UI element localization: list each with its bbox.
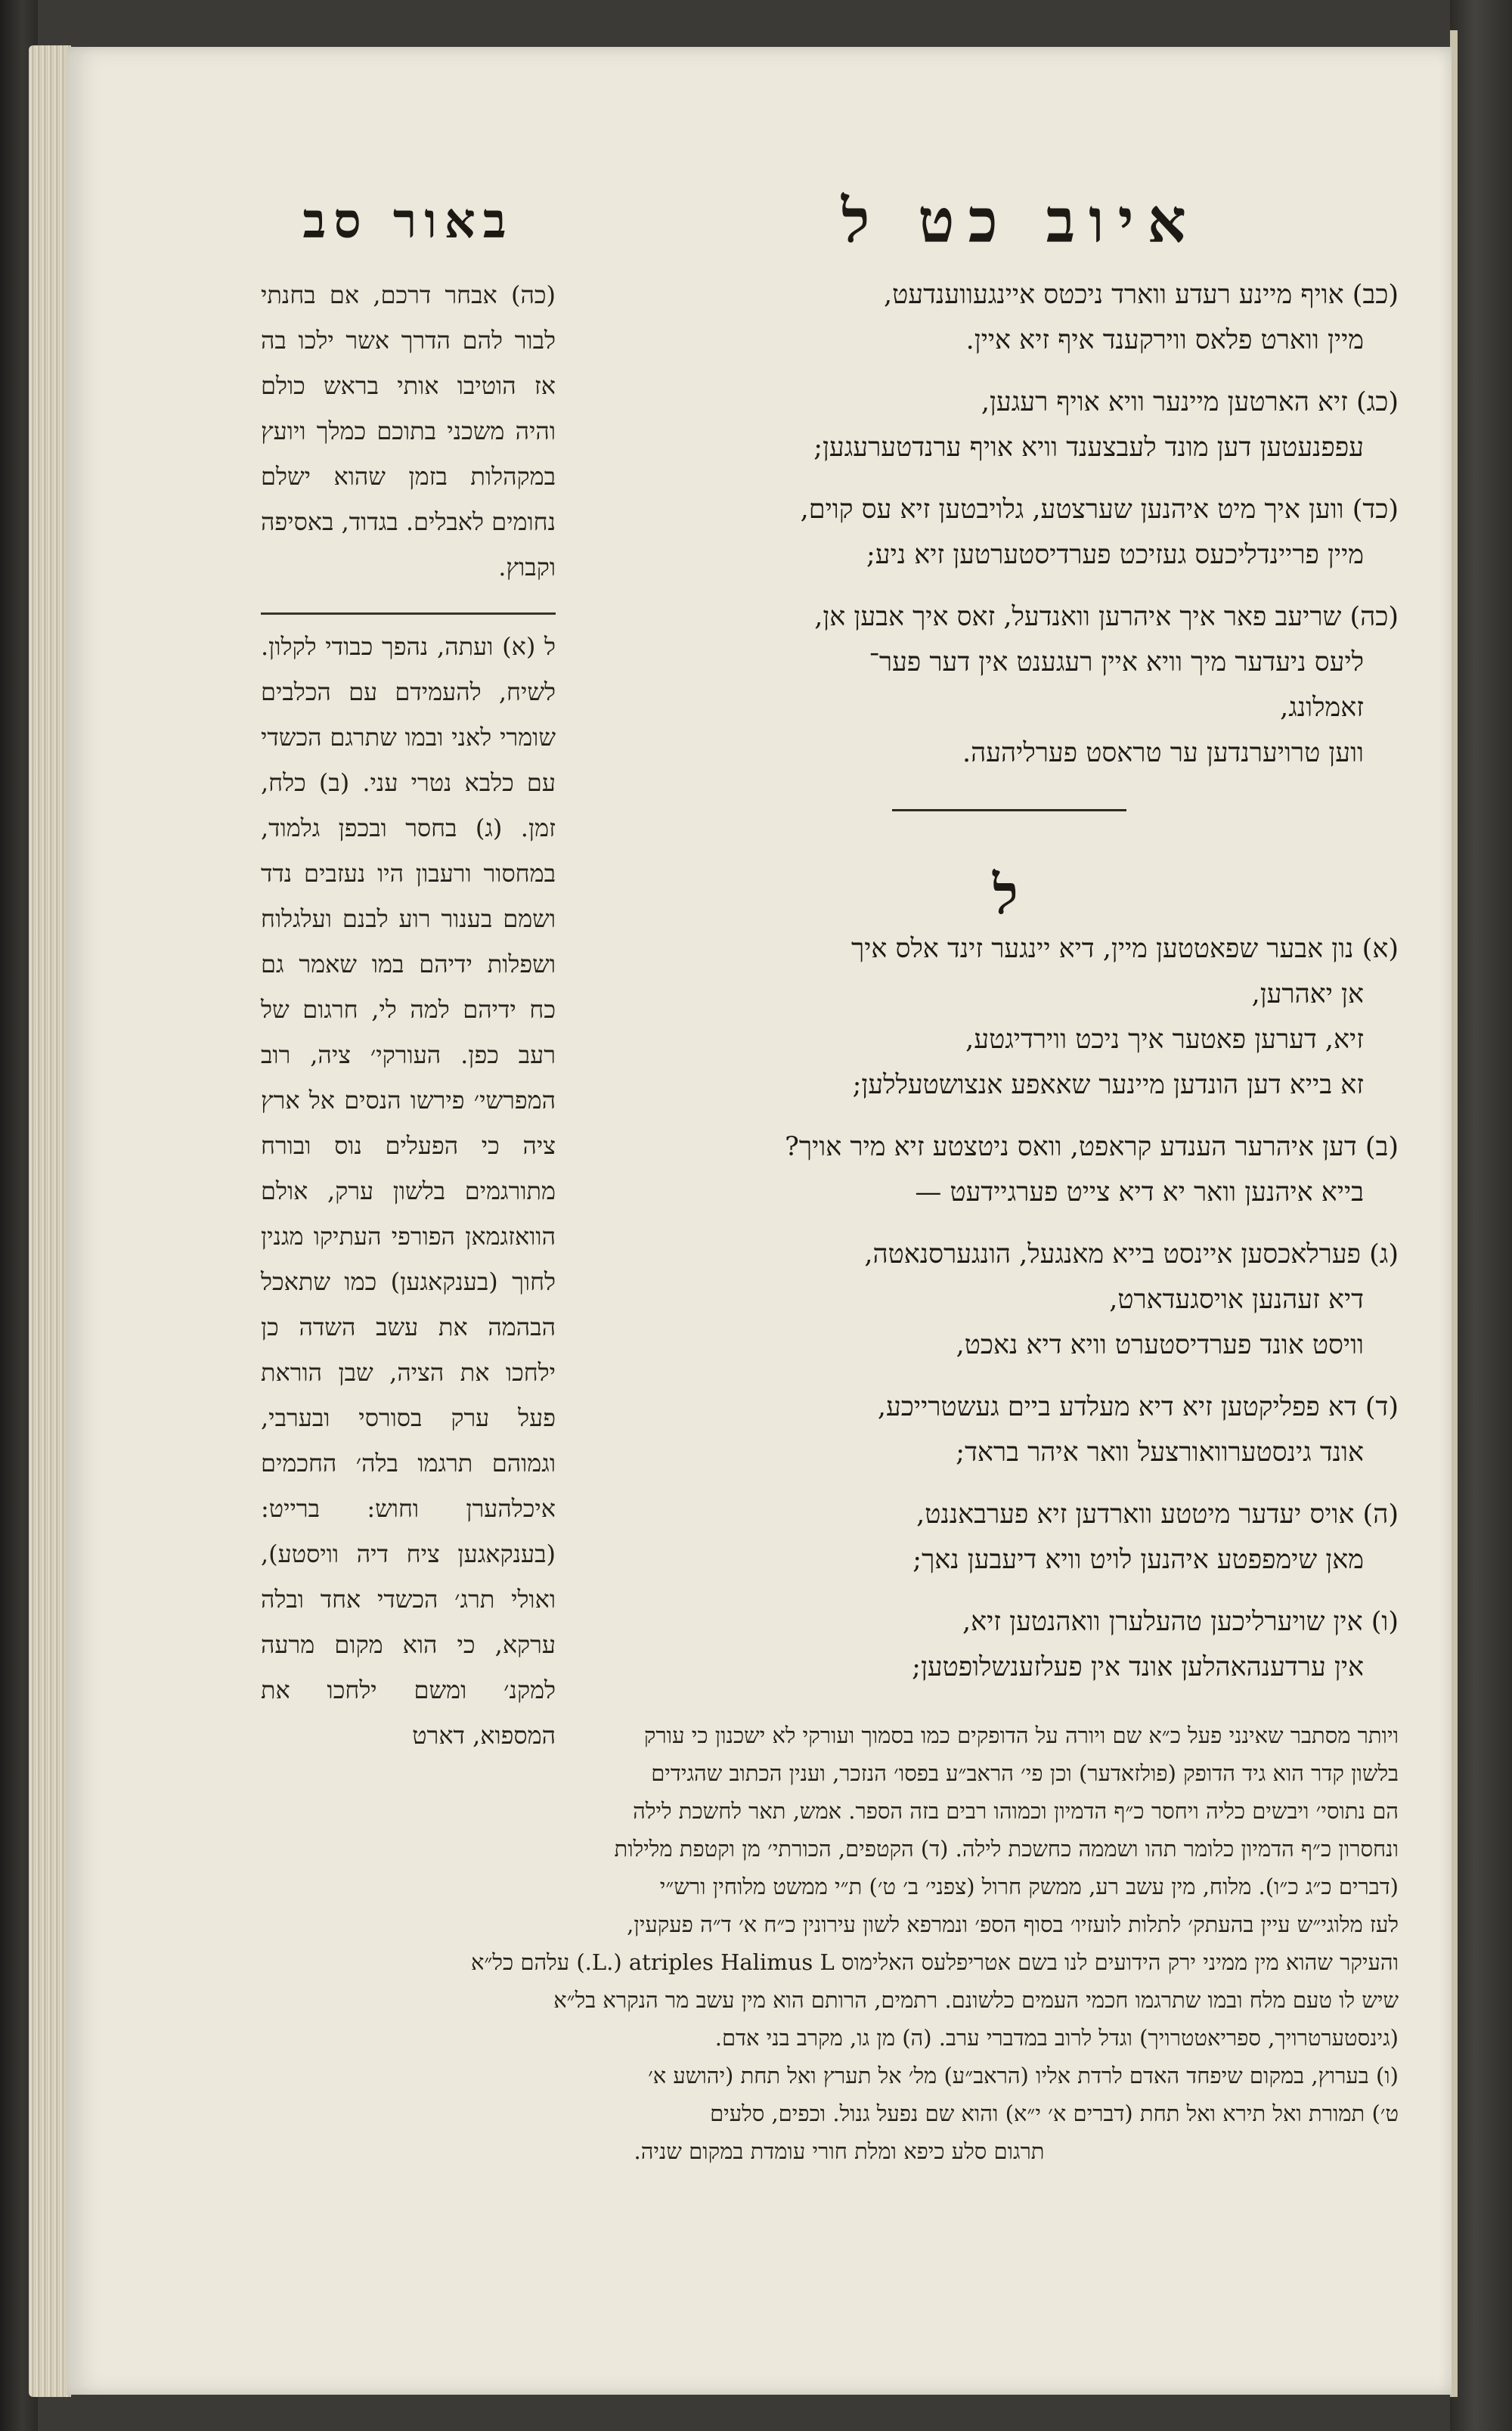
verse-line: מיין ווארט פלאס ווירקענד איף זיא איין. xyxy=(965,325,1364,355)
verse xyxy=(575,926,1399,1108)
footnote-line: ט׳) תמורת ואל תירא ואל תחת (דברים א׳ י״א) והוא שם נפעל גנול. וכפים, סלעים xyxy=(710,2101,1399,2126)
footnote-line: שיש לו טעם מלח ובמו שתרגמו חכמי העמים כלשונם. רתמים, הרותם הוא מין עשב מר הנקרא בל״א xyxy=(553,1987,1399,2013)
verse-line: (ו) אין שויערליכען טהעלערן וואהנטען זיא, xyxy=(962,1607,1399,1637)
commentary-side-block: ל (א) ועתה, נהפך כבודי לקלון. לשיח, להעמידם עם הכלבים שומרי לאני ובמו שתרגם הכשדי עם כלבא נטרי עני. (ב) כלח, זמן. (ג) בחסר ובכפן גלמוד, במחסור ורעבון היו נעזבים נדד ושמם בענור רוע לבנם ועלגלוח ושפלות ידיהם במו שאמר גם כח ידיהם למה לי, חרגום של רעב כפן. העורקי׳ ציה, רוב המפרשי׳ פירשו הנסים אל ארץ ציה כי הפעלים נוס ובורח מתורגמים בלשון ערק, אולם הוואזגמאן הפורפי העתיקו מגנין לחוך (בענקאגען) כמו שתאכל הבהמה את עשב השדה כן ילחכו את הציה, שבן הוראת פעל ערק בסורסי ובערבי, וגמוהם תרגמו בלה׳ החכמים איכלהערן וחוש: ברייט: (בענקאגען ציח דיה וויסטע), ואולי תרג׳ הכשדי אחד ובלה ערקא, כי הוא מקום מרעה למקנ׳ ומשם ילחכו את המספוא, דארט xyxy=(261,632,556,1750)
verse xyxy=(575,1599,1399,1690)
verse-line: מיין פריינדליכעס געזיכט פערדיסטערטען זיא ניע; xyxy=(866,540,1364,570)
verse xyxy=(575,1384,1399,1475)
footnote-line: לעז מלוגי״ש עיין בהעתק׳ לתלות לועזיו׳ בסוף הספ׳ ונמרפא לשון עירונין כ״ח א׳ ד״ה פעקעין, xyxy=(627,1912,1399,1937)
verses-chapter-30 xyxy=(575,926,1399,1707)
verse-line: (ד) דא פפליקטען זיא דיא מעלדע ביים געשטרייכע, xyxy=(877,1392,1399,1422)
verse-line: וויסט אונד פערדיסטערט וויא דיא נאכט, xyxy=(956,1330,1364,1360)
footnotes-block xyxy=(280,1716,1399,2170)
chapter-divider-rule xyxy=(892,809,1126,811)
verse-line: (א) נון אבער שפאטטען מיין, דיא יינגער זינד אלס איך xyxy=(851,934,1399,964)
verse xyxy=(575,1124,1399,1215)
verse-line: דיא זעהנען אויסגעדארט, xyxy=(1109,1285,1364,1315)
verse xyxy=(575,1232,1399,1368)
verse-line: אונד גינסטערוואורצעל וואר איהר בראד; xyxy=(956,1437,1364,1468)
verse-line: (ג) פערלאכסען איינסט בייא מאנגעל, הונגערסנאטה, xyxy=(864,1239,1399,1270)
verses-before-chapter xyxy=(575,272,1399,792)
footnote-line: והעיקר שהוא מין ממיני ירק הידועים לנו בשם אטריפלעס האלימוס L.) atriples Halimus L.) עלהם כל״א xyxy=(470,1949,1399,1975)
verse-line: (ה) אויס יעדער מיטטע ווארדען זיא פערבאננט, xyxy=(916,1499,1399,1530)
verse-line: עפפנעטען דען מונד לעבצענד וויא אויף ערנדטערעגען; xyxy=(813,433,1364,463)
page-title: איוב כט ל xyxy=(841,185,1200,256)
footnote-line: תרגום סלע כיפא ומלת חורי עומדת במקום שניה. xyxy=(634,2138,1045,2164)
footnote-line: ונחסרון כ״ף הדמיון כלומר תהו ושממה כחשכת לילה. (ד) הקטפים, הכורתי׳ מן וקטפת מלילות xyxy=(614,1836,1399,1862)
verse-line: זאמלונג, xyxy=(1280,693,1364,723)
verse xyxy=(575,1492,1399,1583)
verse-line: אין ערדענהאהלען אונד אין פעלזענשלופטען; xyxy=(912,1652,1364,1682)
verse xyxy=(575,487,1399,578)
footnote-line: (ו) בערוץ, במקום שיפחד האדם לרדת אליו (הראב״ע) מל׳ אל תערץ ואל תחת (יהושע א׳ xyxy=(648,2063,1399,2088)
verse-line: אן יאהרען, xyxy=(1251,979,1364,1009)
verse-line: זיא, דערען פאטער איך ניכט ווירדיגטע, xyxy=(965,1025,1364,1055)
commentary-divider xyxy=(261,612,556,615)
verse-line: מאן שימפפטע איהנען לויט וויא דיעבען נאך; xyxy=(912,1545,1364,1575)
verse-line: (כד) ווען איך מיט איהנען שערצטע, גלויבטען זיא עס קוים, xyxy=(800,495,1399,525)
footnote-line: (דברים כ״ג כ״ו). מלוח, מין עשב רע, ממשק חרול (צפני׳ ב׳ ט׳) ת״י ממשט מלוחין ורש״י xyxy=(659,1874,1399,1899)
footnote-line: בלשון קדר הוא גיד הדופק (פולזאדער) וכן פי׳ הראב״ע בפסו׳ הנזכר, וענין הכתוב שהגידים xyxy=(651,1760,1399,1786)
verse-line: ליעס ניעדער מיך וויא איין רעגענט אין דער פער־ xyxy=(869,647,1364,678)
footnote-line: (גינסטערטרויך, ספריאטטרויך) וגדל לרוב במדברי ערב. (ה) מן גו, מקרב בני אדם. xyxy=(714,2025,1399,2051)
verse-line: זא בייא דען הונדען מיינער שאאפע אנצושטעללען; xyxy=(852,1070,1364,1100)
verse xyxy=(575,594,1399,776)
verse-line: (כה) שריעב פאר איך איהרען וואנדעל, זאס איך אבען אן, xyxy=(814,602,1399,632)
chapter-number: ל xyxy=(993,862,1018,926)
footnote-line: ויותר מסתבר שאינני פעל כ״א שם ויורה על הדופקים כמו בסמוך ועורקי לא ישכנון כי עורק xyxy=(643,1722,1399,1748)
verse-line: (ב) דען איהרער הענדע קראפט, וואס ניטצטע זיא מיר אויך? xyxy=(785,1132,1399,1162)
commentary-header: באור סב xyxy=(302,193,514,250)
verse-line: (כב) אויף מיינע רעדע ווארד ניכטס איינגעווענדעט, xyxy=(884,280,1399,310)
verse xyxy=(575,380,1399,470)
verse-line: (כג) זיא הארטען מיינער וויא אויף רעגען, xyxy=(981,387,1399,417)
commentary-top-block: (כה) אבחר דרכם, אם בחנתי לבור להם הדרך אשר ילכו בה אז הוטיבו אותי בראש כולם והיה משכני בתוכם כמלך ויועץ במקהלות בזמן שהוא ישלם נחומים לאבלים. בגדוד, באסיפה וקבוץ. xyxy=(261,281,556,581)
right-page-edge xyxy=(1450,0,1512,2431)
verse xyxy=(575,272,1399,363)
verse-line: בייא איהנען וואר יא דיא צייט פערגיידעט — xyxy=(915,1177,1364,1208)
page-edges xyxy=(29,45,71,2397)
footnote-line: הם נתוסי׳ ויבשים כליה ויחסר כ״ף הדמיון וכמוהו רבים בזה הספר. אמש, תאר לחשכת לילה xyxy=(633,1798,1399,1824)
verse-line: ווען טרויערנדען ער טראסט פערליהעה. xyxy=(962,738,1364,768)
